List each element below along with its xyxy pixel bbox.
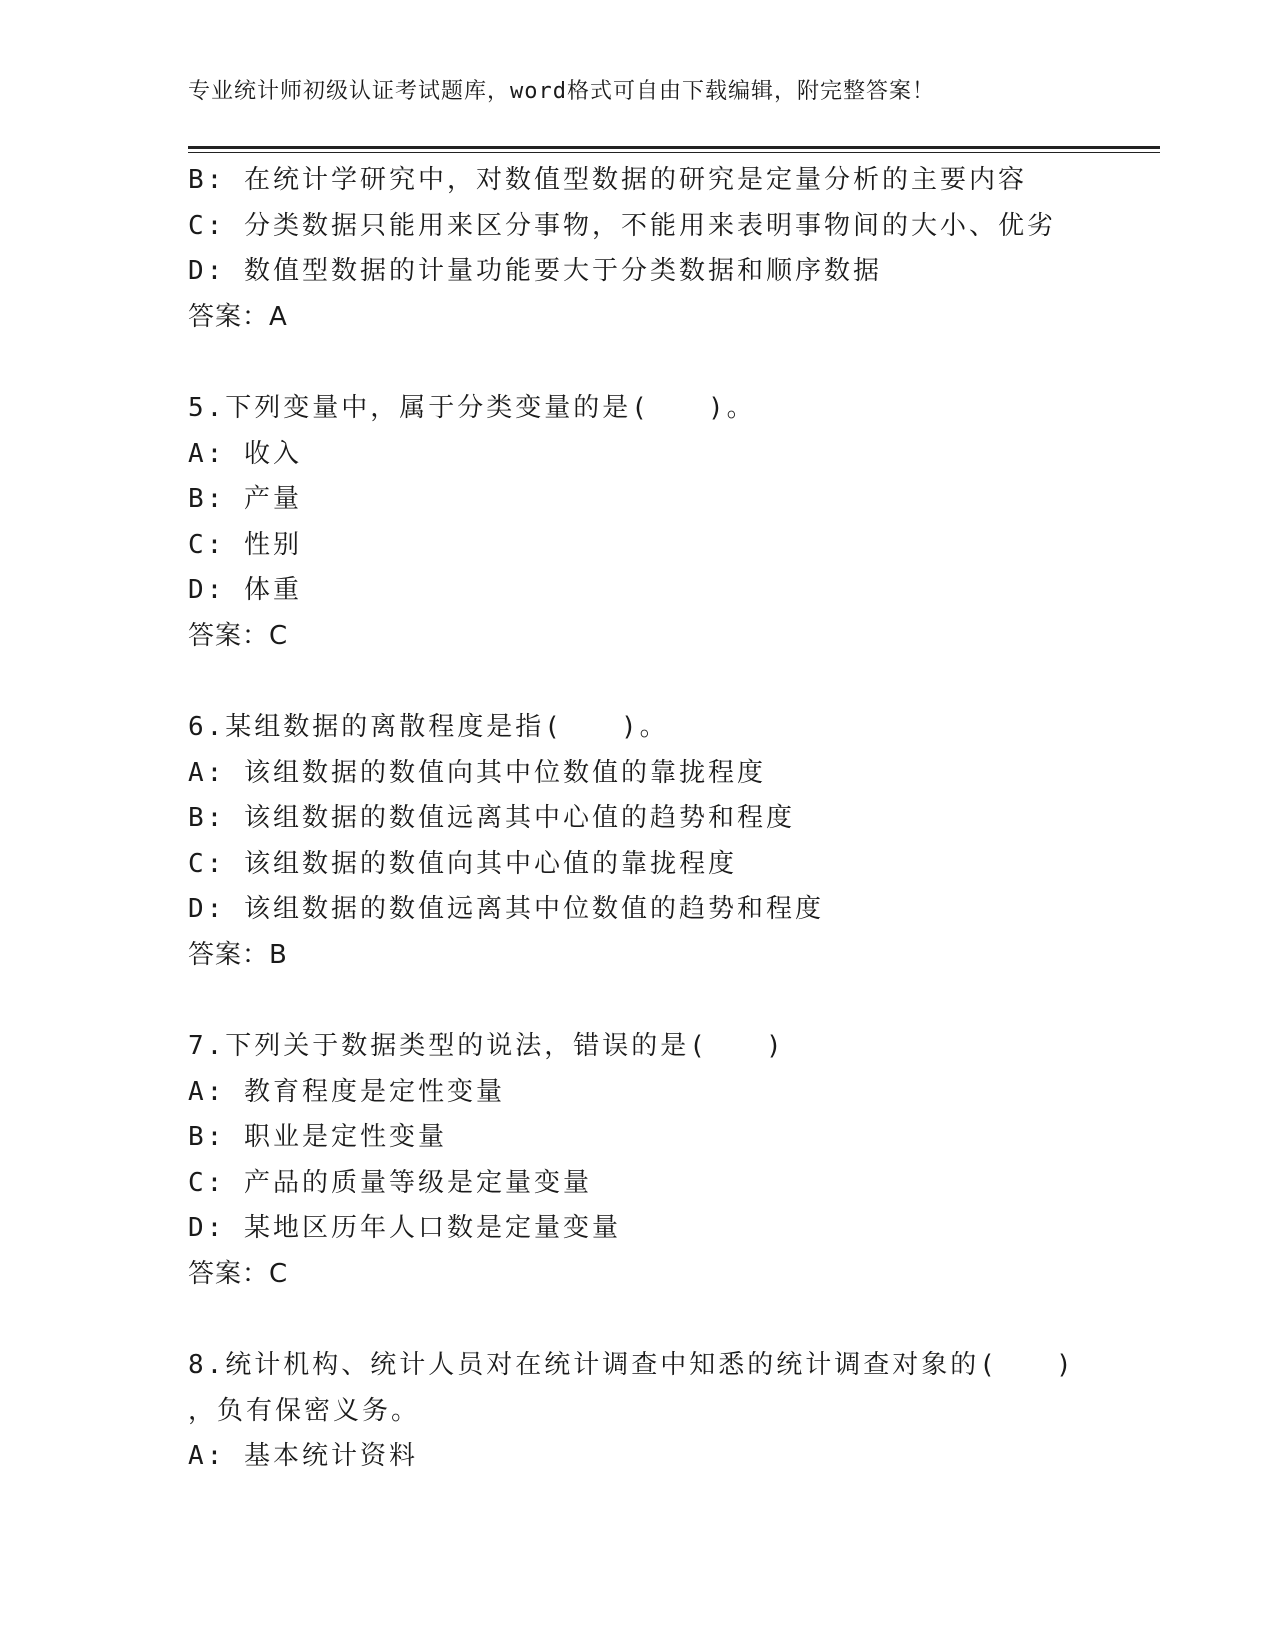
question-text: 8.统计机构、统计人员对在统计调查中知悉的统计调查对象的( ) <box>188 1350 1075 1380</box>
question-list <box>188 158 1148 1480</box>
question-4-tail <box>188 158 1148 340</box>
header-rule <box>188 146 1160 149</box>
option-b: B: 该组数据的数值远离其中心值的趋势和程度 <box>188 803 795 833</box>
answer: 答案：C <box>188 620 289 651</box>
option-d: D: 某地区历年人口数是定量变量 <box>188 1213 621 1243</box>
option-a: A: 收入 <box>188 438 302 469</box>
option-c: C: 产品的质量等级是定量变量 <box>188 1167 592 1198</box>
answer: 答案：A <box>188 301 288 332</box>
answer: 答案：C <box>188 1258 289 1289</box>
answer: 答案：B <box>188 939 288 970</box>
spacer <box>188 340 1148 386</box>
question-text: 7.下列关于数据类型的说法，错误的是( ) <box>188 1031 785 1061</box>
option-a: A: 教育程度是定性变量 <box>188 1076 505 1107</box>
page-header: 专业统计师初级认证考试题库，word格式可自由下载编辑，附完整答案！ <box>188 79 935 104</box>
question-text: 5.下列变量中，属于分类变量的是( )。 <box>188 393 756 423</box>
question-8 <box>188 1343 1148 1480</box>
spacer <box>188 659 1148 705</box>
option-d: D: 数值型数据的计量功能要大于分类数据和顺序数据 <box>188 256 882 286</box>
spacer <box>188 978 1148 1024</box>
option-d: D: 体重 <box>188 575 302 605</box>
option-b: B: 职业是定性变量 <box>188 1122 447 1152</box>
option-c: C: 性别 <box>188 529 302 560</box>
option-b: B: 产量 <box>188 484 302 514</box>
question-5 <box>188 386 1148 659</box>
question-7 <box>188 1024 1148 1297</box>
option-d: D: 该组数据的数值远离其中位数值的趋势和程度 <box>188 894 824 924</box>
option-a: A: 基本统计资料 <box>188 1441 418 1471</box>
option-c: C: 分类数据只能用来区分事物，不能用来表明事物间的大小、优劣 <box>188 210 1056 241</box>
question-6 <box>188 705 1148 978</box>
option-b: B: 在统计学研究中，对数值型数据的研究是定量分析的主要内容 <box>188 165 1027 195</box>
question-text: 6.某组数据的离散程度是指( )。 <box>188 712 669 742</box>
header-rule-thin <box>188 152 1160 153</box>
question-text-continued: ，负有保密义务。 <box>188 1395 421 1426</box>
option-c: C: 该组数据的数值向其中心值的靠拢程度 <box>188 848 737 879</box>
spacer <box>188 1297 1148 1343</box>
option-a: A: 该组数据的数值向其中位数值的靠拢程度 <box>188 757 766 788</box>
